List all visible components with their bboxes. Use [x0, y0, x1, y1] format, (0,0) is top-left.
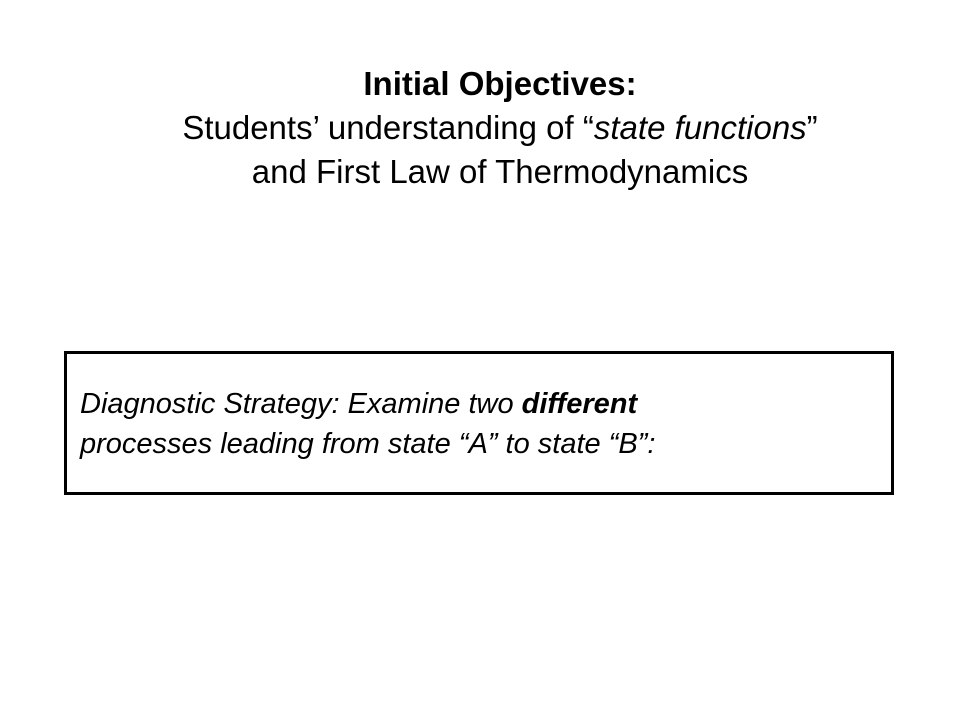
subtitle-prefix: Students’ understanding of “	[182, 109, 594, 146]
strategy-emphasis: different	[521, 388, 638, 420]
subtitle-emphasis: state functions	[593, 109, 807, 146]
title-subtitle-line-2: and First Law of Thermodynamics	[251, 153, 749, 190]
diagnostic-strategy-box	[64, 351, 894, 495]
title-subtitle-line-1	[40, 106, 960, 150]
subtitle-suffix: ”	[806, 109, 818, 146]
strategy-line-2: processes leading from state “A” to state “B”:	[80, 428, 656, 460]
strategy-line-1	[80, 384, 655, 424]
strategy-line-1-prefix: Diagnostic Strategy: Examine two	[80, 388, 522, 420]
slide-title	[40, 62, 960, 194]
title-heading: Initial Objectives:	[363, 65, 637, 102]
diagnostic-strategy-text	[80, 384, 655, 464]
